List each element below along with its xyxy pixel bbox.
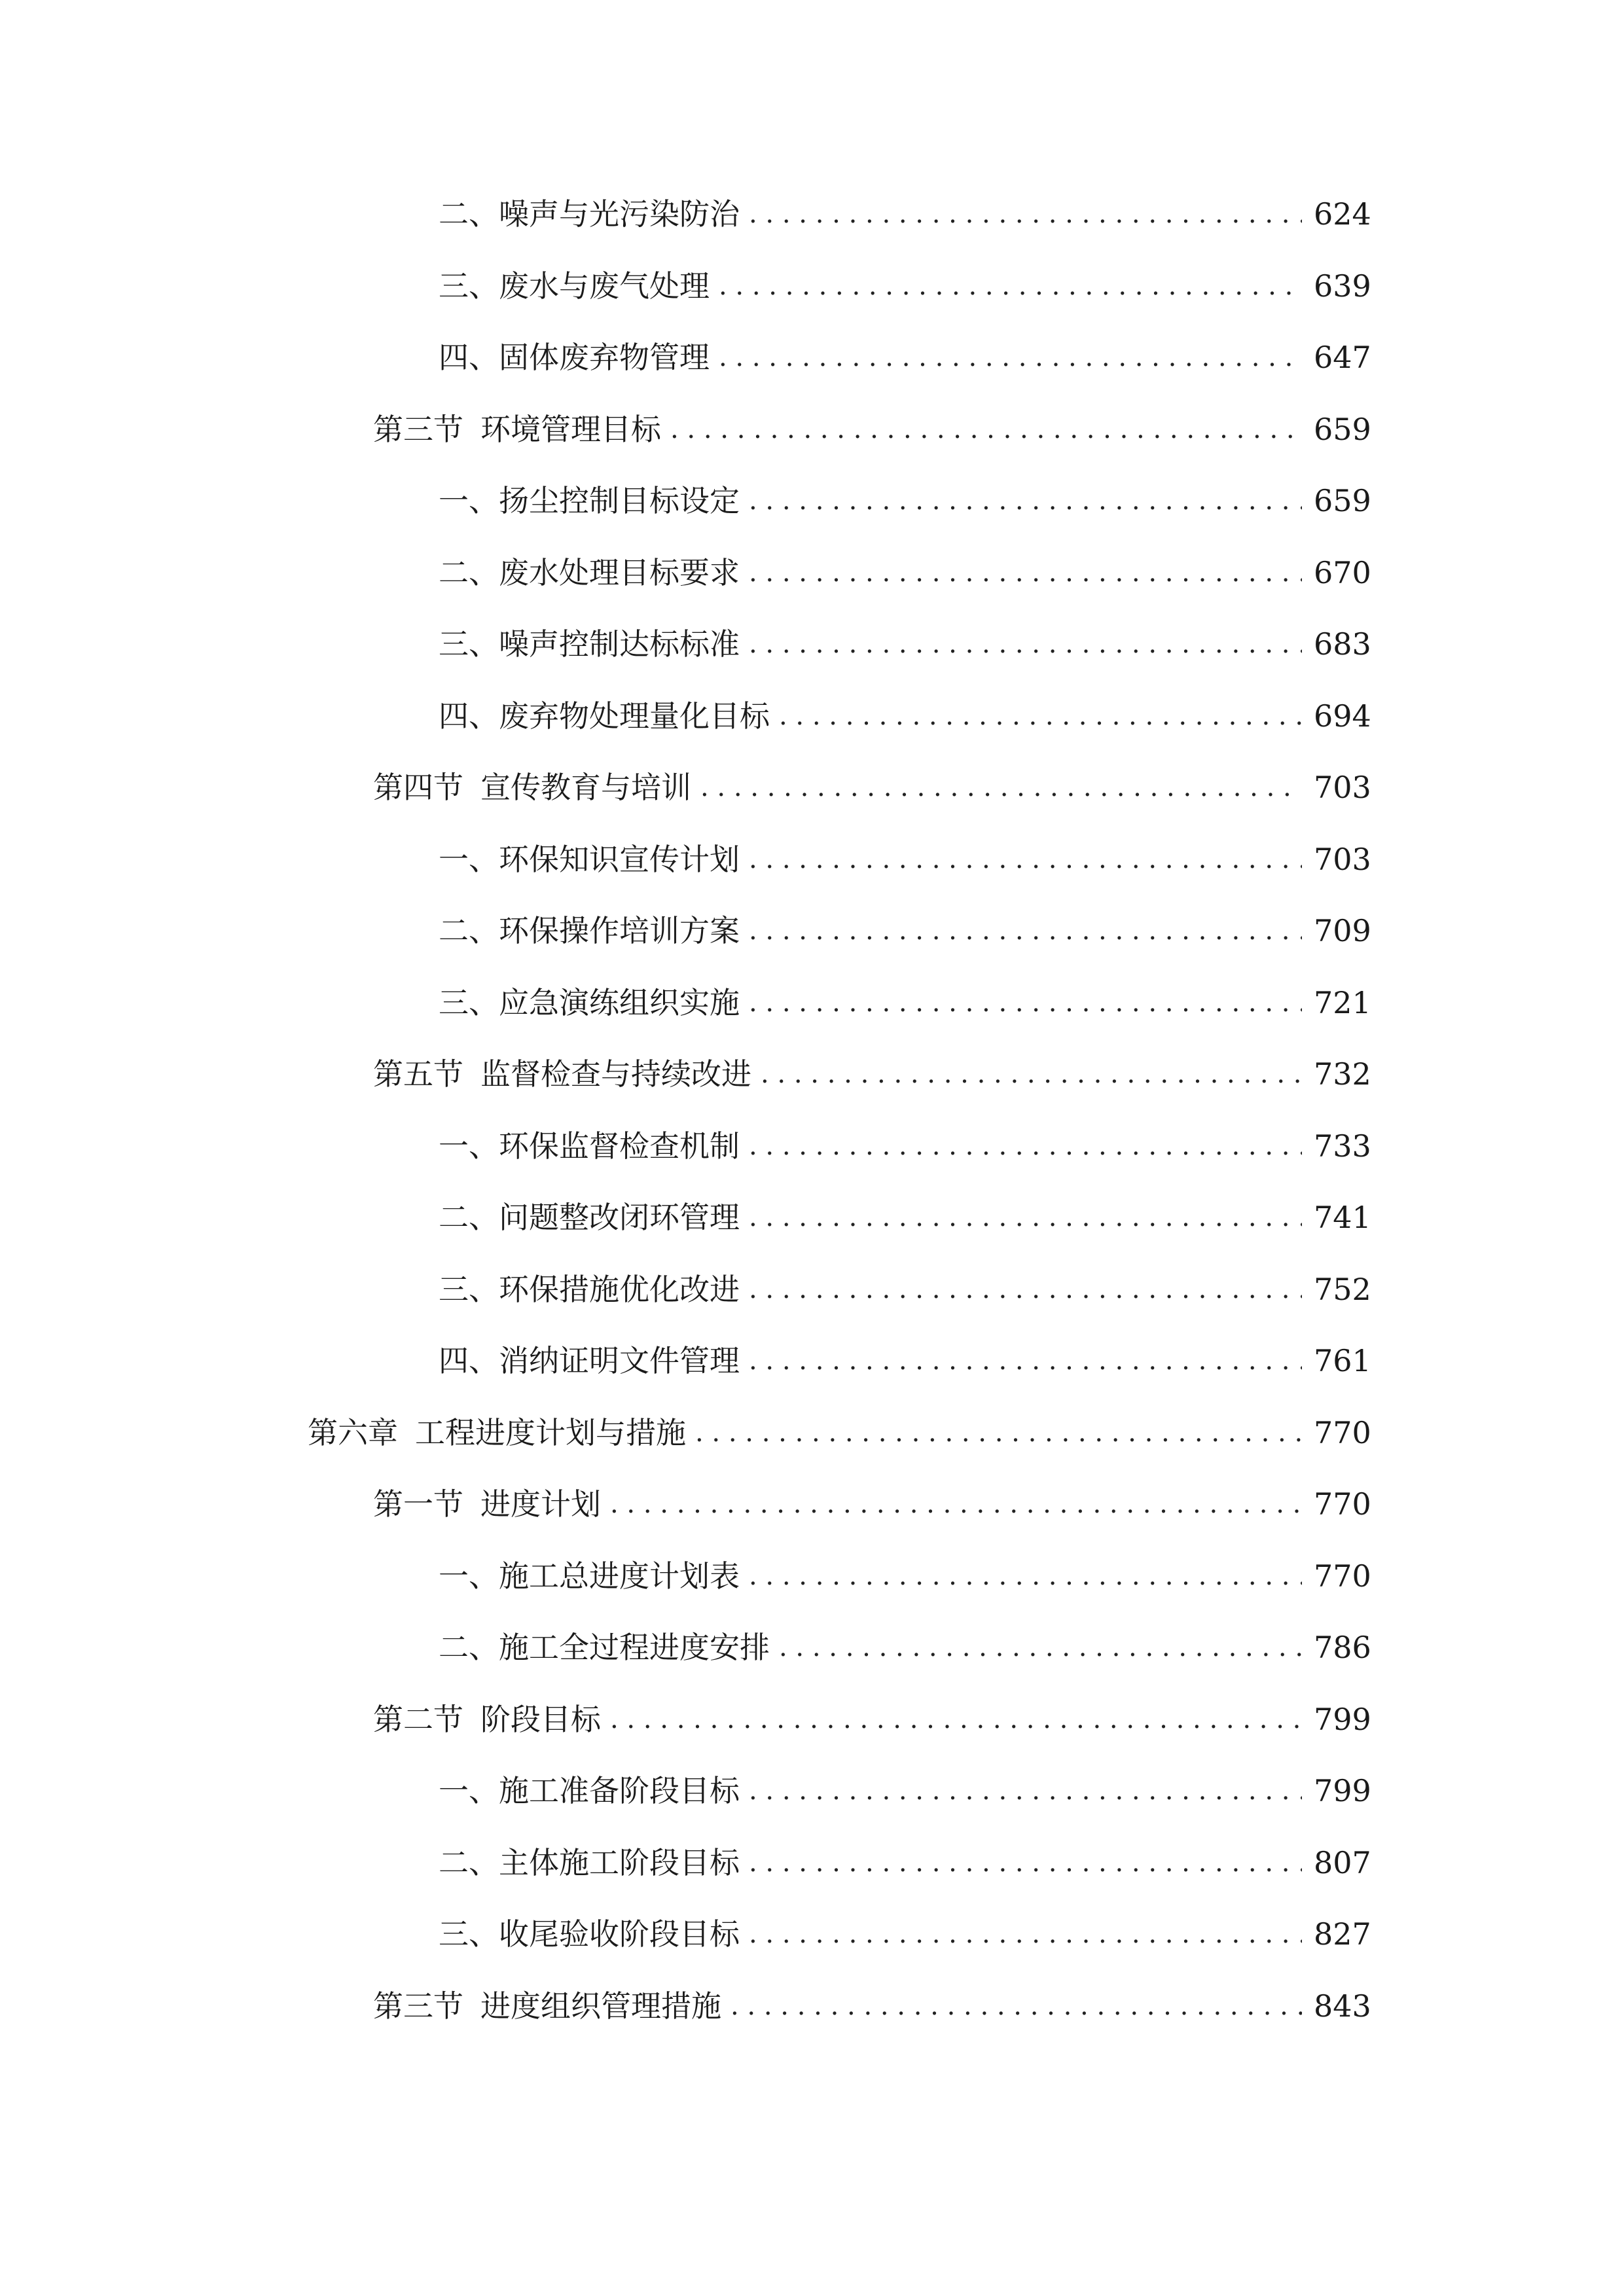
toc-entry[interactable] bbox=[439, 191, 1369, 237]
toc-dot-leader bbox=[749, 1123, 1302, 1169]
toc-dot-leader bbox=[749, 836, 1302, 882]
toc-entry-title: 固体废弃物管理 bbox=[499, 340, 710, 375]
toc-entry[interactable] bbox=[439, 908, 1369, 954]
toc-entry-page-number: 659 bbox=[1314, 412, 1371, 447]
toc-dot-leader bbox=[749, 1768, 1302, 1814]
toc-entry-number: 三、 bbox=[439, 1916, 499, 1952]
toc-entry-number: 四、 bbox=[439, 698, 499, 734]
toc-entry-number: 一、 bbox=[439, 1128, 499, 1164]
toc-entry-page-number: 770 bbox=[1314, 1415, 1371, 1450]
toc-entry[interactable] bbox=[373, 1481, 1369, 1527]
toc-entry[interactable] bbox=[439, 693, 1369, 739]
toc-dot-leader bbox=[610, 1696, 1302, 1742]
toc-entry-page-number: 770 bbox=[1314, 1486, 1371, 1522]
toc-entry-number: 第三节 bbox=[373, 412, 463, 447]
toc-entry[interactable] bbox=[373, 406, 1369, 452]
toc-entry-page-number: 709 bbox=[1314, 913, 1371, 948]
toc-entry-number: 二、 bbox=[439, 1200, 499, 1235]
toc-entry[interactable] bbox=[439, 478, 1369, 524]
toc-entry-page-number: 721 bbox=[1314, 985, 1371, 1020]
toc-entry-page-number: 732 bbox=[1314, 1056, 1371, 1092]
toc-entry[interactable] bbox=[439, 1194, 1369, 1240]
toc-entry[interactable] bbox=[439, 1624, 1369, 1670]
toc-entry-page-number: 703 bbox=[1314, 770, 1371, 805]
toc-entry-title: 环境管理目标 bbox=[480, 412, 661, 447]
toc-entry-number: 第五节 bbox=[373, 1056, 463, 1092]
toc-entry-number: 第六章 bbox=[308, 1415, 398, 1450]
toc-entry[interactable] bbox=[439, 1123, 1369, 1169]
toc-entry[interactable] bbox=[439, 550, 1369, 596]
toc-entry-page-number: 647 bbox=[1314, 340, 1371, 375]
toc-entry-page-number: 703 bbox=[1314, 842, 1371, 877]
toc-entry-page-number: 752 bbox=[1314, 1272, 1371, 1307]
toc-entry-title: 环保操作培训方案 bbox=[499, 913, 740, 948]
toc-entry-title: 废弃物处理量化目标 bbox=[499, 698, 770, 734]
toc-entry-page-number: 659 bbox=[1314, 483, 1371, 518]
toc-entry-title: 工程进度计划与措施 bbox=[415, 1415, 686, 1450]
toc-entry-title: 收尾验收阶段目标 bbox=[499, 1916, 740, 1952]
toc-dot-leader bbox=[700, 764, 1302, 810]
toc-dot-leader bbox=[719, 263, 1302, 309]
toc-entry-page-number: 670 bbox=[1314, 555, 1371, 590]
toc-entry-number: 二、 bbox=[439, 196, 499, 232]
toc-dot-leader bbox=[670, 406, 1302, 452]
toc-entry-title: 进度组织管理措施 bbox=[480, 1988, 721, 2024]
toc-entry-title: 扬尘控制目标设定 bbox=[499, 483, 740, 518]
toc-entry[interactable] bbox=[439, 263, 1369, 309]
toc-entry-page-number: 733 bbox=[1314, 1128, 1371, 1164]
toc-entry-title: 监督检查与持续改进 bbox=[480, 1056, 751, 1092]
toc-entry-number: 二、 bbox=[439, 1630, 499, 1665]
toc-entry-page-number: 694 bbox=[1314, 698, 1371, 734]
toc-entry[interactable] bbox=[439, 621, 1369, 667]
toc-entry-title: 问题整改闭环管理 bbox=[499, 1200, 740, 1235]
toc-dot-leader bbox=[779, 693, 1302, 739]
toc-entry-page-number: 741 bbox=[1314, 1200, 1371, 1235]
toc-entry-title: 环保知识宣传计划 bbox=[499, 842, 740, 877]
toc-entry-number: 第三节 bbox=[373, 1988, 463, 2024]
toc-entry-page-number: 639 bbox=[1314, 268, 1371, 304]
toc-entry-page-number: 770 bbox=[1314, 1558, 1371, 1594]
toc-dot-leader bbox=[779, 1624, 1302, 1670]
toc-entry-title: 施工总进度计划表 bbox=[499, 1558, 740, 1594]
toc-entry-page-number: 799 bbox=[1314, 1773, 1371, 1808]
toc-entry[interactable] bbox=[439, 1553, 1369, 1599]
toc-entry-title: 废水处理目标要求 bbox=[499, 555, 740, 590]
toc-dot-leader bbox=[749, 908, 1302, 954]
toc-dot-leader bbox=[731, 1983, 1302, 2029]
toc-entry-page-number: 683 bbox=[1314, 626, 1371, 662]
toc-entry-number: 三、 bbox=[439, 985, 499, 1020]
toc-entry-number: 一、 bbox=[439, 1773, 499, 1808]
toc-entry-page-number: 761 bbox=[1314, 1343, 1371, 1378]
toc-entry-number: 三、 bbox=[439, 626, 499, 662]
toc-entry[interactable] bbox=[439, 1840, 1369, 1886]
toc-entry-number: 二、 bbox=[439, 1845, 499, 1880]
toc-dot-leader bbox=[749, 1840, 1302, 1886]
toc-entry-title: 环保措施优化改进 bbox=[499, 1272, 740, 1307]
toc-entry-number: 第一节 bbox=[373, 1486, 463, 1522]
toc-entry[interactable] bbox=[439, 1266, 1369, 1312]
toc-entry-page-number: 786 bbox=[1314, 1630, 1371, 1665]
toc-dot-leader bbox=[761, 1051, 1302, 1097]
toc-entry-page-number: 827 bbox=[1314, 1916, 1371, 1952]
toc-entry-number: 二、 bbox=[439, 555, 499, 590]
toc-dot-leader bbox=[749, 191, 1302, 237]
toc-entry[interactable] bbox=[373, 1696, 1369, 1742]
toc-entry-number: 三、 bbox=[439, 268, 499, 304]
toc-entry-title: 施工准备阶段目标 bbox=[499, 1773, 740, 1808]
toc-entry-number: 第四节 bbox=[373, 770, 463, 805]
toc-entry-title: 应急演练组织实施 bbox=[499, 985, 740, 1020]
toc-entry-number: 四、 bbox=[439, 340, 499, 375]
toc-entry-title: 环保监督检查机制 bbox=[499, 1128, 740, 1164]
toc-entry-number: 三、 bbox=[439, 1272, 499, 1307]
toc-entry-title: 消纳证明文件管理 bbox=[499, 1343, 740, 1378]
toc-dot-leader bbox=[610, 1481, 1302, 1527]
toc-dot-leader bbox=[719, 334, 1302, 380]
toc-entry-title: 阶段目标 bbox=[480, 1702, 601, 1737]
toc-entry-title: 噪声控制达标标准 bbox=[499, 626, 740, 662]
toc-dot-leader bbox=[749, 1338, 1302, 1384]
toc-entry[interactable] bbox=[439, 1768, 1369, 1814]
toc-entry-title: 施工全过程进度安排 bbox=[499, 1630, 770, 1665]
toc-dot-leader bbox=[749, 550, 1302, 596]
toc-entry-number: 一、 bbox=[439, 483, 499, 518]
toc-dot-leader bbox=[749, 478, 1302, 524]
toc-entry-number: 一、 bbox=[439, 842, 499, 877]
toc-entry-number: 二、 bbox=[439, 913, 499, 948]
toc-dot-leader bbox=[695, 1410, 1302, 1456]
toc-dot-leader bbox=[749, 980, 1302, 1026]
toc-dot-leader bbox=[749, 1911, 1302, 1957]
toc-entry-number: 一、 bbox=[439, 1558, 499, 1594]
toc-dot-leader bbox=[749, 1553, 1302, 1599]
toc-entry-number: 第二节 bbox=[373, 1702, 463, 1737]
toc-entry-page-number: 799 bbox=[1314, 1702, 1371, 1737]
toc-entry-title: 主体施工阶段目标 bbox=[499, 1845, 740, 1880]
toc-dot-leader bbox=[749, 1194, 1302, 1240]
toc-entry[interactable] bbox=[439, 1338, 1369, 1384]
toc-entry-page-number: 807 bbox=[1314, 1845, 1371, 1880]
toc-entry-title: 噪声与光污染防治 bbox=[499, 196, 740, 232]
toc-entry[interactable] bbox=[439, 1911, 1369, 1957]
toc-entry[interactable] bbox=[439, 980, 1369, 1026]
toc-entry[interactable] bbox=[373, 1051, 1369, 1097]
toc-entry[interactable] bbox=[439, 334, 1369, 380]
toc-entry-title: 废水与废气处理 bbox=[499, 268, 710, 304]
toc-entry-page-number: 624 bbox=[1314, 196, 1371, 232]
toc-entry[interactable] bbox=[373, 1983, 1369, 2029]
toc-entry-number: 四、 bbox=[439, 1343, 499, 1378]
toc-entry-title: 进度计划 bbox=[480, 1486, 601, 1522]
toc-entry[interactable] bbox=[439, 836, 1369, 882]
toc-dot-leader bbox=[749, 1266, 1302, 1312]
toc-entry-page-number: 843 bbox=[1314, 1988, 1371, 2024]
toc-entry[interactable] bbox=[308, 1410, 1369, 1456]
toc-entry[interactable] bbox=[373, 764, 1369, 810]
toc-dot-leader bbox=[749, 621, 1302, 667]
toc-entry-title: 宣传教育与培训 bbox=[480, 770, 691, 805]
